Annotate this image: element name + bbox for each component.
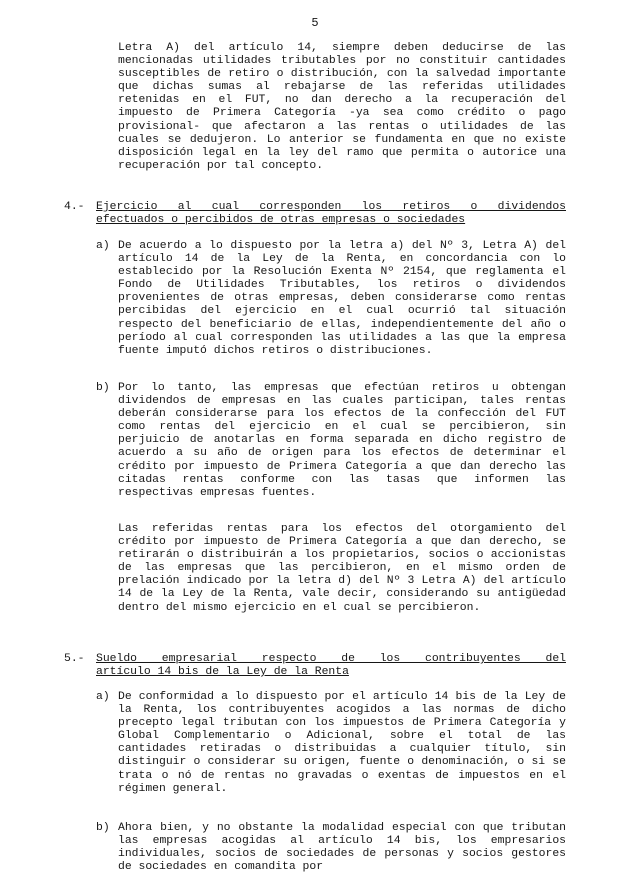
intro-paragraph: Letra A) del artículo 14, siempre deben deducirse de las mencionadas utilidades tributables por no constituir cantidades susceptibles de retiro o distribución, con la salvedad importante que dichas sumas al rebajarse de las referidas utilidades retenidas en el FUT, no dan derecho a la recuperación del impuesto de Primera Categoría -ya sea como crédito o pago provisional- que afectaron a las rentas o utilidades de las cuales se dedujeron. Lo anterior se fundamenta en que no existe disposición legal en la ley del ramo que permita o autorice una recuperación por tal concepto. [118,42,566,172]
section-5-title-line-1: Sueldo empresarial respecto de los contribuyentes del [96,653,566,665]
section-4-number: 4.- [64,201,85,213]
section-4-item-a-text: De acuerdo a lo dispuesto por la letra a) del Nº 3, Letra A) del artículo 14 de la Ley de la Renta, en concordancia con lo establecido por la Resolución Exenta Nº 2154, que reglamenta el Fondo de Utilidades Tributables, los retiros o dividendos provenientes de otras empresas, deben considerarse como rentas percibidas del ejercicio en el cual ocurrió tal situación respecto del beneficiario de ellas, independientemente del año o período al cual corresponden las utilidades a las que la empresa fuente imputó dichos retiros o distribuciones. [118,240,566,357]
section-4-item-b-text-2: Las referidas rentas para los efectos del otorgamiento del crédito por impuesto de Primera Categoría a que dan derecho, se retirarán o distribuirán a los propietarios, socios o accionistas de las empresas que las percibieron, en el mismo orden de prelación indicado por la letra d) del Nº 3 Letra A) del artículo 14 de la Ley de la Renta, vale decir, considerando su antigüedad dentro del mismo ejercicio en el cual se percibieron. [118,523,566,614]
section-4-title-line-1: Ejercicio al cual corresponden los retiros o dividendos [96,201,566,213]
section-4-item-b-label: b) [96,382,110,394]
section-5-item-a-label: a) [96,691,110,703]
section-4-item-b-text: Por lo tanto, las empresas que efectúan retiros u obtengan dividendos de empresas en las cuales participan, tales rentas deberán considerarse para los efectos de la confección del FUT como rentas del ejercicio en el cual se percibieron, sin perjuicio de anotarlas en forma separada en dicho registro de acuerdo a su año de origen para los efectos de determinar el crédito por impuesto de Primera Categoría a que dan derecho las citadas rentas conforme con las tasas que informen las respectivas empresas fuentes. [118,382,566,499]
section-5-item-b-label: b) [96,822,110,834]
page-number: 5 [311,16,319,30]
section-5-title-line-2: artículo 14 bis de la Ley de la Renta [96,666,349,679]
section-4-title-line-2: efectuados o percibidos de otras empresas o sociedades [96,214,466,227]
section-4-item-a-label: a) [96,240,110,252]
section-5-item-b-text: Ahora bien, y no obstante la modalidad especial con que tributan las empresas acogidas al artículo 14 bis, los empresarios individuales, socios de sociedades de personas y socios gestores de sociedades en comandita por [118,822,566,874]
section-5-item-a-text: De conformidad a lo dispuesto por el artículo 14 bis de la Ley de la Renta, los contribuyentes acogidos a las normas de dicho precepto legal tributan con los impuestos de Primera Categoría y Global Complementario o Adicional, sobre el total de las cantidades retiradas o distribuidas a cualquier título, sin distinguir o considerar su origen, fuente o denominación, o si se trata o nó de rentas no gravadas o exentas de impuestos en el régimen general. [118,691,566,795]
section-5-number: 5.- [64,653,85,665]
section-5-title [96,653,566,679]
section-4-title [96,201,566,227]
